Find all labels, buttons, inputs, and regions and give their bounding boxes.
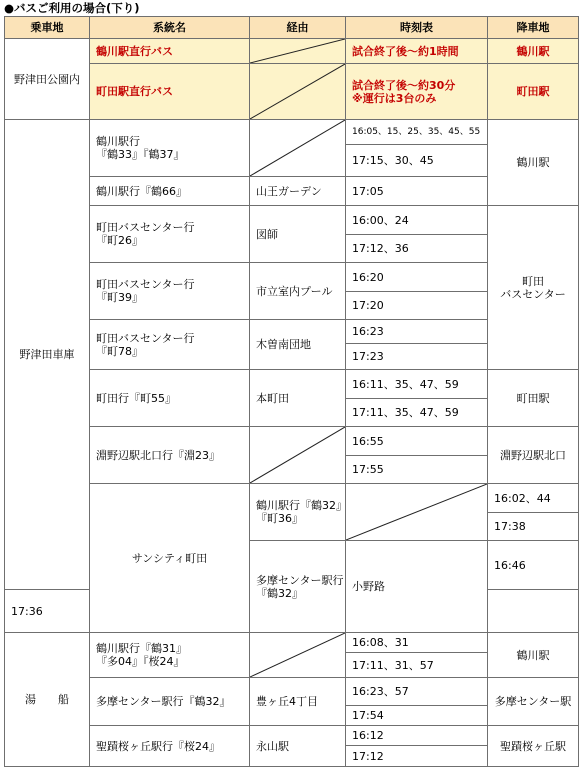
- via-cell: 本町田: [250, 370, 346, 427]
- timetable-cell: 17:05: [346, 177, 488, 206]
- route-name: 鶴川駅行『鶴32』『町36』: [250, 484, 346, 541]
- dest-cell: 聖蹟桜ヶ丘駅: [488, 726, 579, 767]
- route-line2: 『鶴33』『鶴37』: [96, 148, 185, 161]
- timetable-cell: 16:12: [346, 726, 488, 746]
- via-cell: 市立室内プール: [250, 263, 346, 320]
- via-none: [250, 39, 346, 64]
- dest-cell: 鶴川駅: [488, 120, 579, 206]
- table-row: [5, 120, 579, 145]
- timetable-cell: 16:23、57: [346, 678, 488, 706]
- stop-noduda-koen: 野津田公園内: [5, 39, 90, 120]
- timetable-cell: 16:46: [488, 541, 579, 590]
- via-cell: 図師: [250, 206, 346, 263]
- timetable-line: 試合終了後～約30分: [352, 78, 456, 92]
- via-none: [250, 633, 346, 678]
- header-route: 系統名: [90, 17, 250, 39]
- route-name: 聖蹟桜ヶ丘駅行『桜24』: [90, 726, 250, 767]
- header-alighting: 降車地: [488, 17, 579, 39]
- dest-cell: [488, 206, 579, 370]
- timetable-cell: 17:54: [346, 706, 488, 726]
- timetable-cell: 16:05、15、25、35、45、55: [346, 120, 488, 145]
- route-line1: 町田バスセンター行: [96, 278, 195, 291]
- timetable-cell: 17:11、35、47、59: [346, 399, 488, 427]
- dest-cell: 淵野辺駅北口: [488, 427, 579, 484]
- table-row: [5, 370, 579, 399]
- route-line2: 『町78』: [96, 344, 143, 358]
- timetable-cell: 17:23: [346, 344, 488, 370]
- table-row: [5, 64, 579, 120]
- route-line1: 鶴川駅行『鶴31』: [96, 642, 187, 655]
- via-cell: 木曽南団地: [250, 320, 346, 370]
- table-row: [5, 39, 579, 64]
- timetable-cell: 17:36: [5, 590, 90, 633]
- stop-yufune: 湯 船: [5, 633, 90, 767]
- dest-cell: 多摩センター駅: [488, 678, 579, 726]
- table-row: [5, 427, 579, 456]
- table-row: [5, 633, 579, 653]
- route-line2: 『町39』: [96, 291, 143, 304]
- via-cell: 豊ヶ丘4丁目: [250, 678, 346, 726]
- stop-noduda-shako: 野津田車庫: [5, 120, 90, 590]
- dest-cell: 鶴川駅: [488, 633, 579, 678]
- via-none: [346, 484, 488, 541]
- via-cell: 山王ガーデン: [250, 177, 346, 206]
- route-name: 鶴川駅直行バス: [90, 39, 250, 64]
- route-line2: 『多04』『桜24』: [96, 655, 185, 668]
- timetable-note: ※運行は3台のみ: [352, 91, 437, 105]
- table-row: [5, 726, 579, 746]
- route-name: 多摩センター駅行『鶴32』: [250, 541, 346, 633]
- table-row: [5, 678, 579, 706]
- timetable-cell: 16:02、44: [488, 484, 579, 513]
- route-name: 町田行『町55』: [90, 370, 250, 427]
- timetable-cell: [346, 64, 488, 120]
- timetable-cell: 17:15、30、45: [346, 145, 488, 177]
- stop-sunshiti: サンシティ町田: [90, 484, 250, 633]
- timetable-cell: 17:20: [346, 292, 488, 320]
- dest-cell: 町田駅: [488, 64, 579, 120]
- timetable-cell: 17:55: [346, 456, 488, 484]
- via-cell: 小野路: [346, 541, 488, 633]
- route-name: 町田駅直行バス: [90, 64, 250, 120]
- timetable-cell: 16:00、24: [346, 206, 488, 235]
- timetable-cell: 17:11、31、57: [346, 653, 488, 678]
- bus-timetable: [4, 16, 579, 767]
- dest-line1: 町田: [522, 274, 544, 288]
- timetable-cell: 16:08、31: [346, 633, 488, 653]
- route-name: [90, 263, 250, 320]
- route-name: 淵野辺駅北口行『淵23』: [90, 427, 250, 484]
- route-line1: 町田バスセンター行: [96, 221, 195, 234]
- timetable-cell: 試合終了後～約1時間: [346, 39, 488, 64]
- header-row: [5, 17, 579, 39]
- dest-line2: バスセンター: [500, 287, 566, 301]
- route-name: [90, 206, 250, 263]
- via-none: [250, 64, 346, 120]
- route-name: [90, 320, 250, 370]
- timetable-cell: 16:11、35、47、59: [346, 370, 488, 399]
- timetable-cell: 17:12: [346, 746, 488, 767]
- timetable-cell: 16:55: [346, 427, 488, 456]
- via-none: [250, 120, 346, 177]
- table-row: [5, 206, 579, 235]
- via-cell: 永山駅: [250, 726, 346, 767]
- dest-cell: 鶴川駅: [488, 39, 579, 64]
- header-boarding: 乗車地: [5, 17, 90, 39]
- route-name: [90, 633, 250, 678]
- timetable-cell: 16:20: [346, 263, 488, 292]
- route-line1: 鶴川駅行: [96, 135, 140, 148]
- timetable-cell: 17:12、36: [346, 235, 488, 263]
- route-line2: 『町26』: [96, 234, 143, 247]
- route-name: 多摩センター駅行『鶴32』: [90, 678, 250, 726]
- route-name: 鶴川駅行『鶴66』: [90, 177, 250, 206]
- route-line1: 町田バスセンター行: [96, 331, 195, 345]
- route-name: [90, 120, 250, 177]
- header-timetable: 時刻表: [346, 17, 488, 39]
- dest-cell: 町田駅: [488, 370, 579, 427]
- via-none: [250, 427, 346, 484]
- page-title: ●バスご利用の場合(下り): [4, 1, 140, 15]
- table-row: [5, 484, 579, 513]
- timetable-cell: 17:38: [488, 513, 579, 541]
- header-via: 経由: [250, 17, 346, 39]
- timetable-cell: 16:23: [346, 320, 488, 344]
